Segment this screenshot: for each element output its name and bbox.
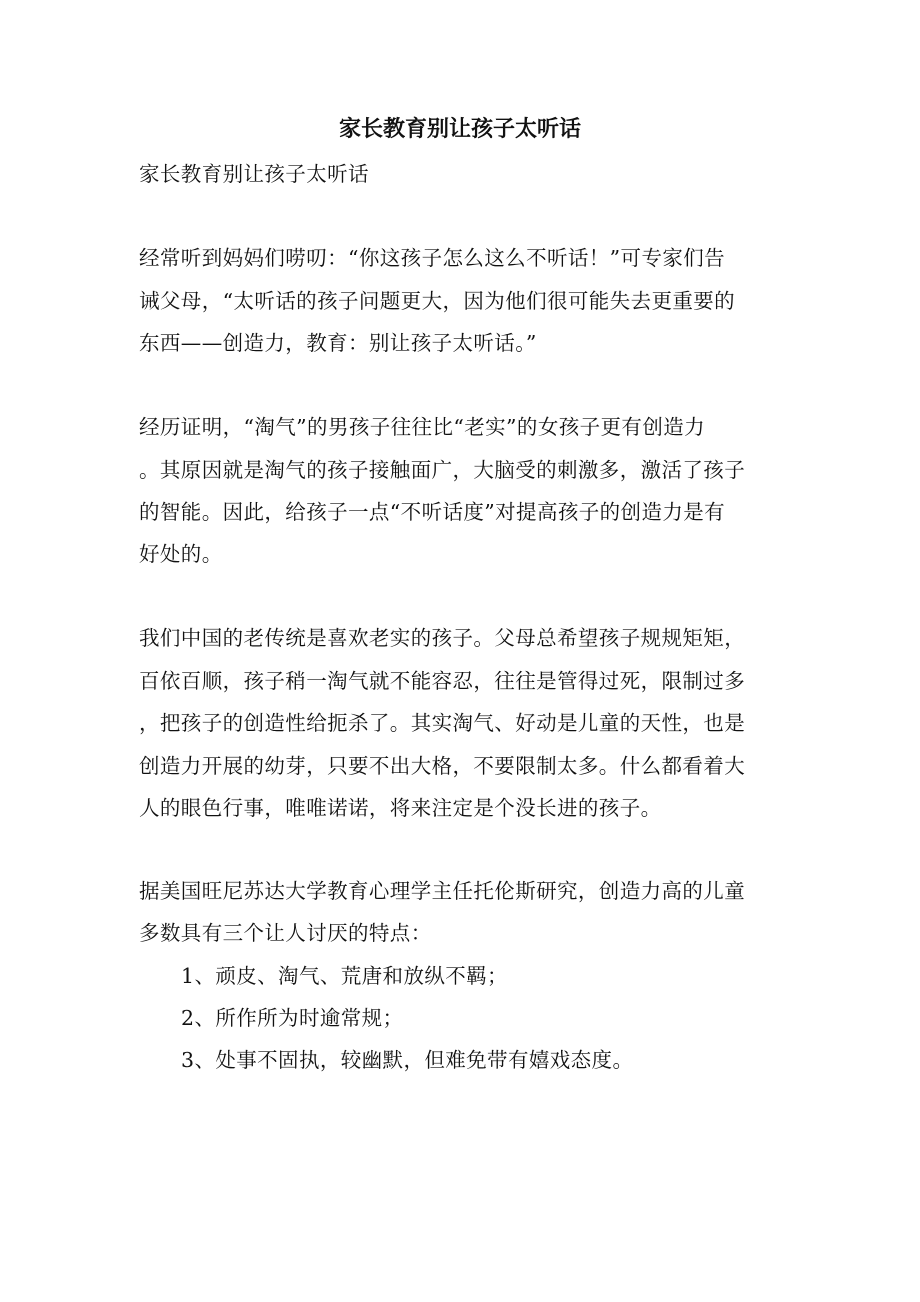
paragraph-3-line-1: 我们中国的老传统是喜欢老实的孩子。父母总希望孩子规规矩矩， <box>139 626 746 650</box>
paragraph-1-line-1: 经常听到妈妈们唠叨：“你这孩子怎么这么不听话！”可专家们告 <box>139 246 726 270</box>
paragraph-1-line-3: 东西——创造力，教育：别让孩子太听话。” <box>139 331 537 355</box>
paragraph-2-line-3: 的智能。因此，给孩子一点“不听话度”对提高孩子的创造力是有 <box>139 500 726 524</box>
paragraph-1-line-2: 诫父母，“太听话的孩子问题更大，因为他们很可能失去更重要的 <box>139 289 736 313</box>
paragraph-3-line-3: ，把孩子的创造性给扼杀了。其实淘气、好动是儿童的天性，也是 <box>139 711 746 735</box>
document-title: 家长教育别让孩子太听话 <box>338 116 581 142</box>
paragraph-3-line-4: 创造力开展的幼芽，只要不出大格，不要限制太多。什么都看着大 <box>139 754 746 778</box>
paragraph-3-line-5: 人的眼色行事，唯唯诺诺，将来注定是个没长进的孩子。 <box>139 796 662 820</box>
paragraph-3-line-2: 百依百顺，孩子稍一淘气就不能容忍，往往是管得过死，限制过多 <box>139 669 746 693</box>
paragraph-2-line-1: 经历证明，“淘气”的男孩子往往比“老实”的女孩子更有创造力 <box>139 415 706 439</box>
document-subtitle: 家长教育别让孩子太听话 <box>139 162 369 186</box>
list-item-2: 2、所作所为时逾常规； <box>181 1006 404 1030</box>
paragraph-4-line-2: 多数具有三个让人讨厌的特点： <box>139 921 432 945</box>
paragraph-2-line-2: 。其原因就是淘气的孩子接触面广，大脑受的刺激多，激活了孩子 <box>139 458 746 482</box>
paragraph-4-line-1: 据美国旺尼苏达大学教育心理学主任托伦斯研究，创造力高的儿童 <box>139 879 746 903</box>
list-item-1: 1、顽皮、淘气、荒唐和放纵不羁； <box>181 964 508 988</box>
list-item-3: 3、处事不固执，较幽默，但难免带有嬉戏态度。 <box>181 1048 634 1072</box>
paragraph-2-line-4: 好处的。 <box>139 542 223 566</box>
